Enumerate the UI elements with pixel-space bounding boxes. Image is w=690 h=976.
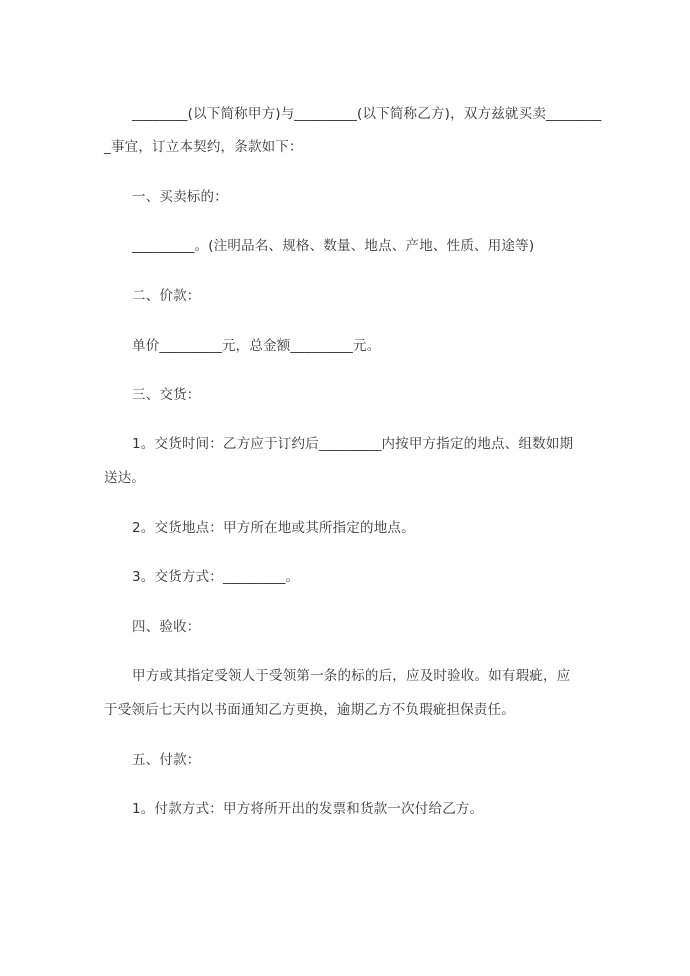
acceptance-line-1: 甲方或其指定受领人于受领第一条的标的后，应及时验收。如有瑕疵，应 [132,668,571,684]
price-detail: 单价_________元，总金额_________元。 [132,338,381,354]
section-heading-delivery: 三、交货： [132,387,201,403]
section-heading-payment: 五、付款： [132,752,201,768]
subject-detail: _________。(注明品名、规格、数量、地点、产地、性质、用途等) [132,238,535,254]
delivery-place: 2。交货地点：甲方所在地或其所指定的地点。 [132,520,415,536]
section-heading-subject: 一、买卖标的： [132,189,228,205]
intro-line-2: _事宜，订立本契约，条款如下： [104,139,303,155]
delivery-time-line-1: 1。交货时间：乙方应于订约后_________内按甲方指定的地点、组数如期 [132,436,574,452]
delivery-time-line-2: 送达。 [104,470,146,486]
section-heading-acceptance: 四、验收： [132,619,201,635]
acceptance-line-2: 于受领后七天内以书面通知乙方更换，逾期乙方不负瑕疵担保责任。 [104,702,515,718]
payment-method: 1。付款方式：甲方将所开出的发票和货款一次付给乙方。 [132,801,484,817]
section-heading-price: 二、价款： [132,288,201,304]
intro-line-1: ________(以下简称甲方)与_________(以下简称乙方)，双方兹就买卖________ [132,106,602,122]
delivery-method: 3。交货方式：_________。 [132,569,300,585]
